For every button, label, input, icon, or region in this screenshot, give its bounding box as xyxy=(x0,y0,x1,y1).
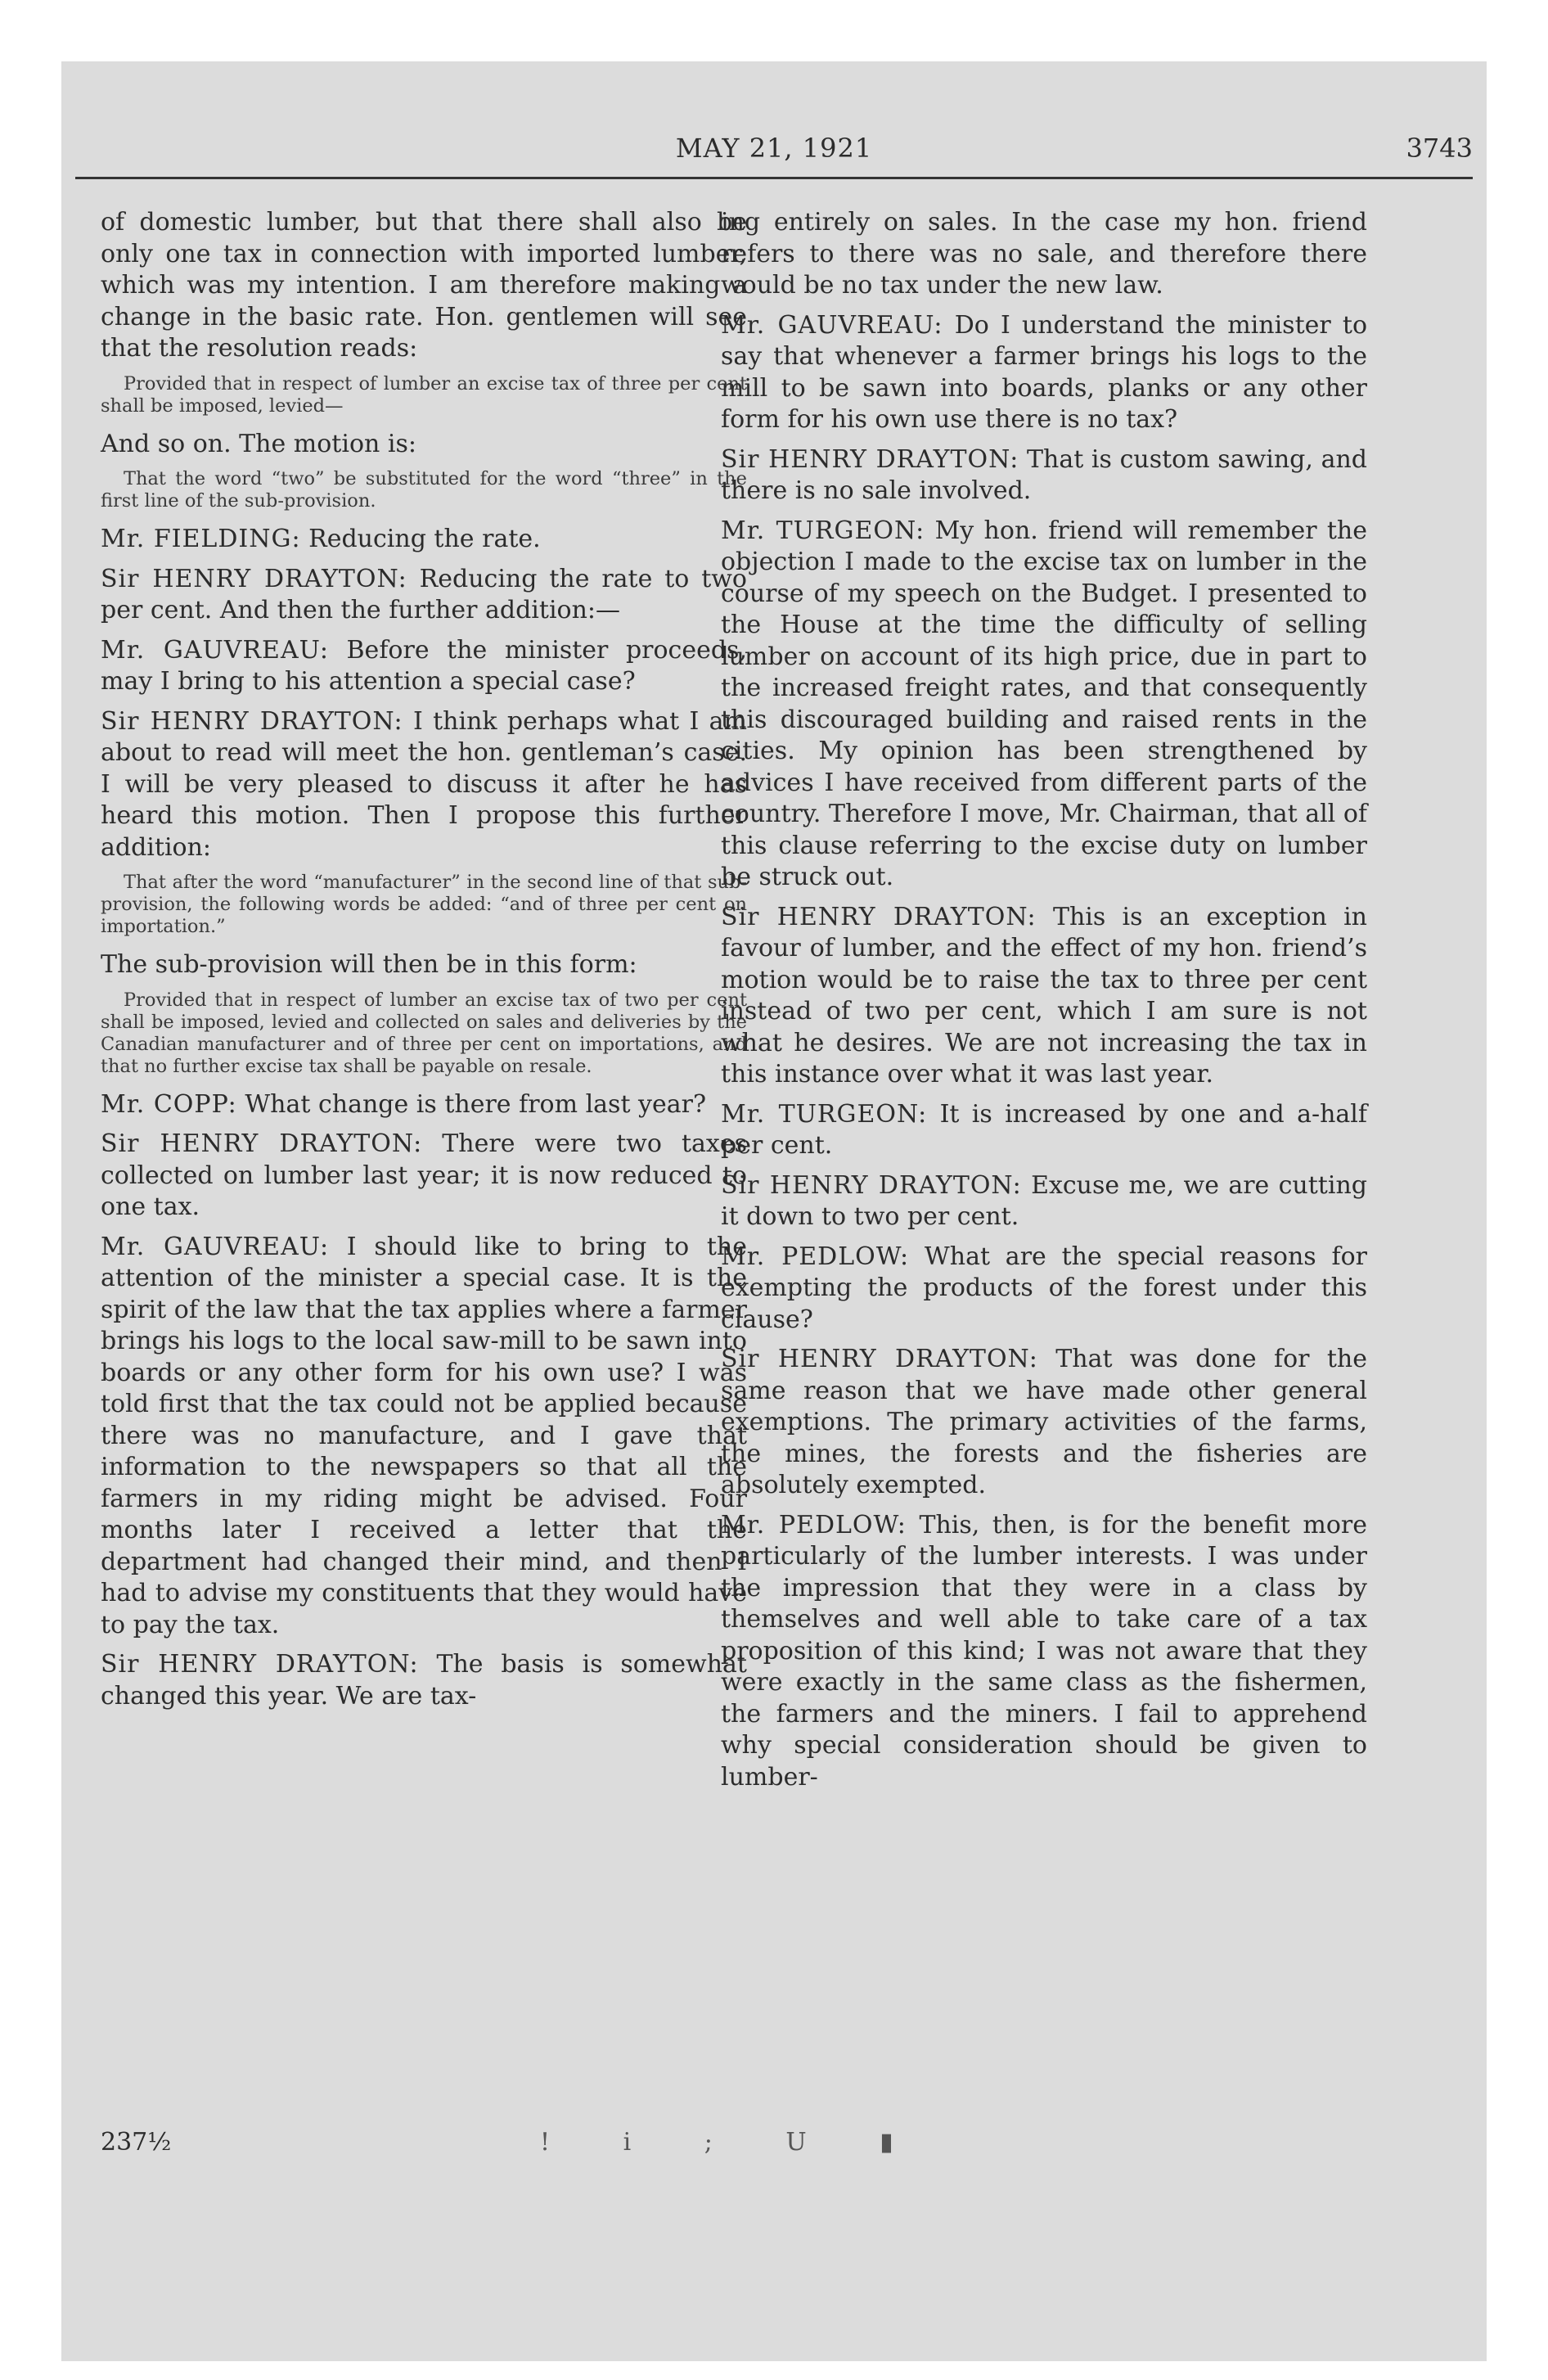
speaker-name: Sir HENRY DRAYTON: xyxy=(721,444,1019,474)
speech-paragraph xyxy=(721,1344,1367,1502)
speech-text: Excuse me, we are cutting it down to two per cent. xyxy=(721,1170,1367,1231)
speaker-name: Mr. TURGEON: xyxy=(721,1099,928,1129)
body-paragraph: And so on. The motion is: xyxy=(101,429,416,458)
speech-paragraph xyxy=(101,1129,747,1224)
speech-text: That is custom sawing, and there is no sale involved. xyxy=(721,444,1367,505)
right-column xyxy=(721,207,1367,1801)
page-date: MAY 21, 1921 xyxy=(675,133,873,164)
speech-text: Before the minister proceeds, may I bring to his attention a special case? xyxy=(101,635,747,696)
speech-paragraph xyxy=(721,1099,1367,1162)
speech-paragraph xyxy=(721,444,1367,507)
speech-paragraph xyxy=(721,516,1367,894)
speaker-name: Sir HENRY DRAYTON: xyxy=(721,1170,1022,1200)
body-paragraph: The sub-provision will then be in this form: xyxy=(101,950,637,979)
speaker-name: Mr. PEDLOW: xyxy=(721,1510,907,1539)
speech-text: What change is there from last year? xyxy=(245,1089,707,1119)
speech-text: Reducing the rate. xyxy=(308,525,541,553)
speech-paragraph xyxy=(101,564,747,627)
header-rule xyxy=(75,177,1473,179)
speech-paragraph xyxy=(101,1232,747,1642)
speech-text: The basis is somewhat changed this year. We are tax- xyxy=(101,1650,747,1711)
body-paragraph: ing entirely on sales. In the case my hon. friend refers to there was no sale, and therefore there would be no tax under the new law. xyxy=(721,208,1367,300)
speech-paragraph xyxy=(101,706,747,864)
speech-paragraph xyxy=(721,902,1367,1091)
speaker-name: Mr. COPP: xyxy=(101,1089,237,1119)
speaker-name: Sir HENRY DRAYTON: xyxy=(101,1129,423,1158)
speaker-name: Mr. GAUVREAU: xyxy=(101,1232,330,1261)
quoted-provision: Provided that in respect of lumber an excise tax of three per cent shall be imposed, levied— xyxy=(101,372,747,417)
speech-text: This, then, is for the benefit more particularly of the lumber interests. I was under the impression that they were in a class by themselves and well able to take care of a tax proposition of this kind; I was not aware that they were exactly in the same class as the fishermen, the farmers and the miners. I fail to apprehend why special consideration should be given to lumber- xyxy=(721,1510,1367,1792)
speech-paragraph xyxy=(101,635,747,698)
page-number: 3743 xyxy=(1406,133,1473,164)
speaker-name: Sir HENRY DRAYTON: xyxy=(721,1345,1038,1373)
speech-text: What are the special reasons for exempting the products of the forest under this clause? xyxy=(721,1242,1368,1334)
scan-marks: ! i ; U ▮ xyxy=(540,2128,926,2157)
speech-text: It is increased by one and a-half per cent. xyxy=(721,1099,1367,1160)
speaker-name: Mr. PEDLOW: xyxy=(721,1242,910,1271)
speaker-name: Mr. FIELDING: xyxy=(101,525,301,553)
speech-text: There were two taxes collected on lumber last year; it is now reduced to one tax. xyxy=(101,1129,747,1221)
speaker-name: Sir HENRY DRAYTON: xyxy=(101,1650,419,1679)
speech-text: I think perhaps what I am about to read will meet the hon. gentleman’s case. I will be very pleased to discuss it after he has heard this motion. Then I propose this further addition: xyxy=(101,706,747,862)
quoted-provision: Provided that in respect of lumber an excise tax of two per cent shall be imposed, levied and collected on sales and deliveries by the Canadian manufacturer and of three per cent on importations, and that no further excise tax shall be payable on resale. xyxy=(101,989,747,1077)
speech-paragraph xyxy=(721,1170,1367,1233)
speech-paragraph xyxy=(721,310,1367,436)
speech-paragraph xyxy=(101,524,747,556)
speech-paragraph xyxy=(721,1510,1367,1794)
page-header xyxy=(75,133,1473,182)
speech-text: I should like to bring to the attention of the minister a special case. It is the spirit of the law that the tax applies where a farmer brings his logs to the local saw-mill to be sawn into boards or any other form for his own use? I was told first that the tax could not be applied because there was no manufacture, and I gave that information to the newspapers so that all the farmers in my riding might be advised. Four months later I received a letter that the department had changed their mind, and then I had to advise my constituents that they would have to pay the tax. xyxy=(101,1232,747,1639)
speech-text: That was done for the same reason that we have made other general exemptions. The primary activities of the farms, the mines, the forests and the fisheries are absolutely exempted. xyxy=(721,1345,1367,1499)
speech-paragraph xyxy=(721,1242,1367,1336)
speech-paragraph xyxy=(101,1649,747,1712)
quoted-provision: That after the word “manufacturer” in the second line of that sub-provision, the following words be added: “and of three per cent on importation.” xyxy=(101,872,747,937)
speaker-name: Mr. TURGEON: xyxy=(721,516,925,545)
speaker-name: Mr. GAUVREAU: xyxy=(101,635,329,665)
speech-text: My hon. friend will remember the objection I made to the excise tax on lumber in the course of my speech on the Budget. I presented to the House at the time the difficulty of selling lumber on account of its high price, due in part to the increased freight rates, and that consequently this discouraged building and raised rents in the cities. My opinion has been strengthened by advices I have received from different parts of the country. Therefore I move, Mr. Chairman, that all of this clause referring to the excise duty on lumber be struck out. xyxy=(721,516,1368,891)
speaker-name: Sir HENRY DRAYTON: xyxy=(101,564,407,593)
speech-paragraph xyxy=(101,1089,747,1121)
printer-signature: 237½ xyxy=(101,2128,172,2157)
speaker-name: Sir HENRY DRAYTON: xyxy=(101,706,403,736)
left-column xyxy=(101,207,747,1720)
speech-text: This is an exception in favour of lumber, and the effect of my hon. friend’s motion would be to raise the tax to three per cent instead of two per cent, which I am sure is not what he desires. We are not increasing the tax in this instance over what it was last year. xyxy=(721,902,1367,1089)
speaker-name: Sir HENRY DRAYTON: xyxy=(721,902,1037,931)
speaker-name: Mr. GAUVREAU: xyxy=(721,310,943,340)
speech-text: Reducing the rate to two per cent. And then the further addition:— xyxy=(101,564,747,624)
quoted-provision: That the word “two” be substituted for the word “three” in the first line of the sub-provision. xyxy=(101,468,747,512)
speech-text: Do I understand the minister to say that whenever a farmer brings his logs to the mill to be sawn into boards, planks or any other form for his own use there is no tax? xyxy=(721,310,1368,434)
body-paragraph: of domestic lumber, but that there shall also be only one tax in connection with imported lumber, which was my intention. I am therefore making a change in the basic rate. Hon. gentlemen will see that the resolution reads: xyxy=(101,208,747,363)
